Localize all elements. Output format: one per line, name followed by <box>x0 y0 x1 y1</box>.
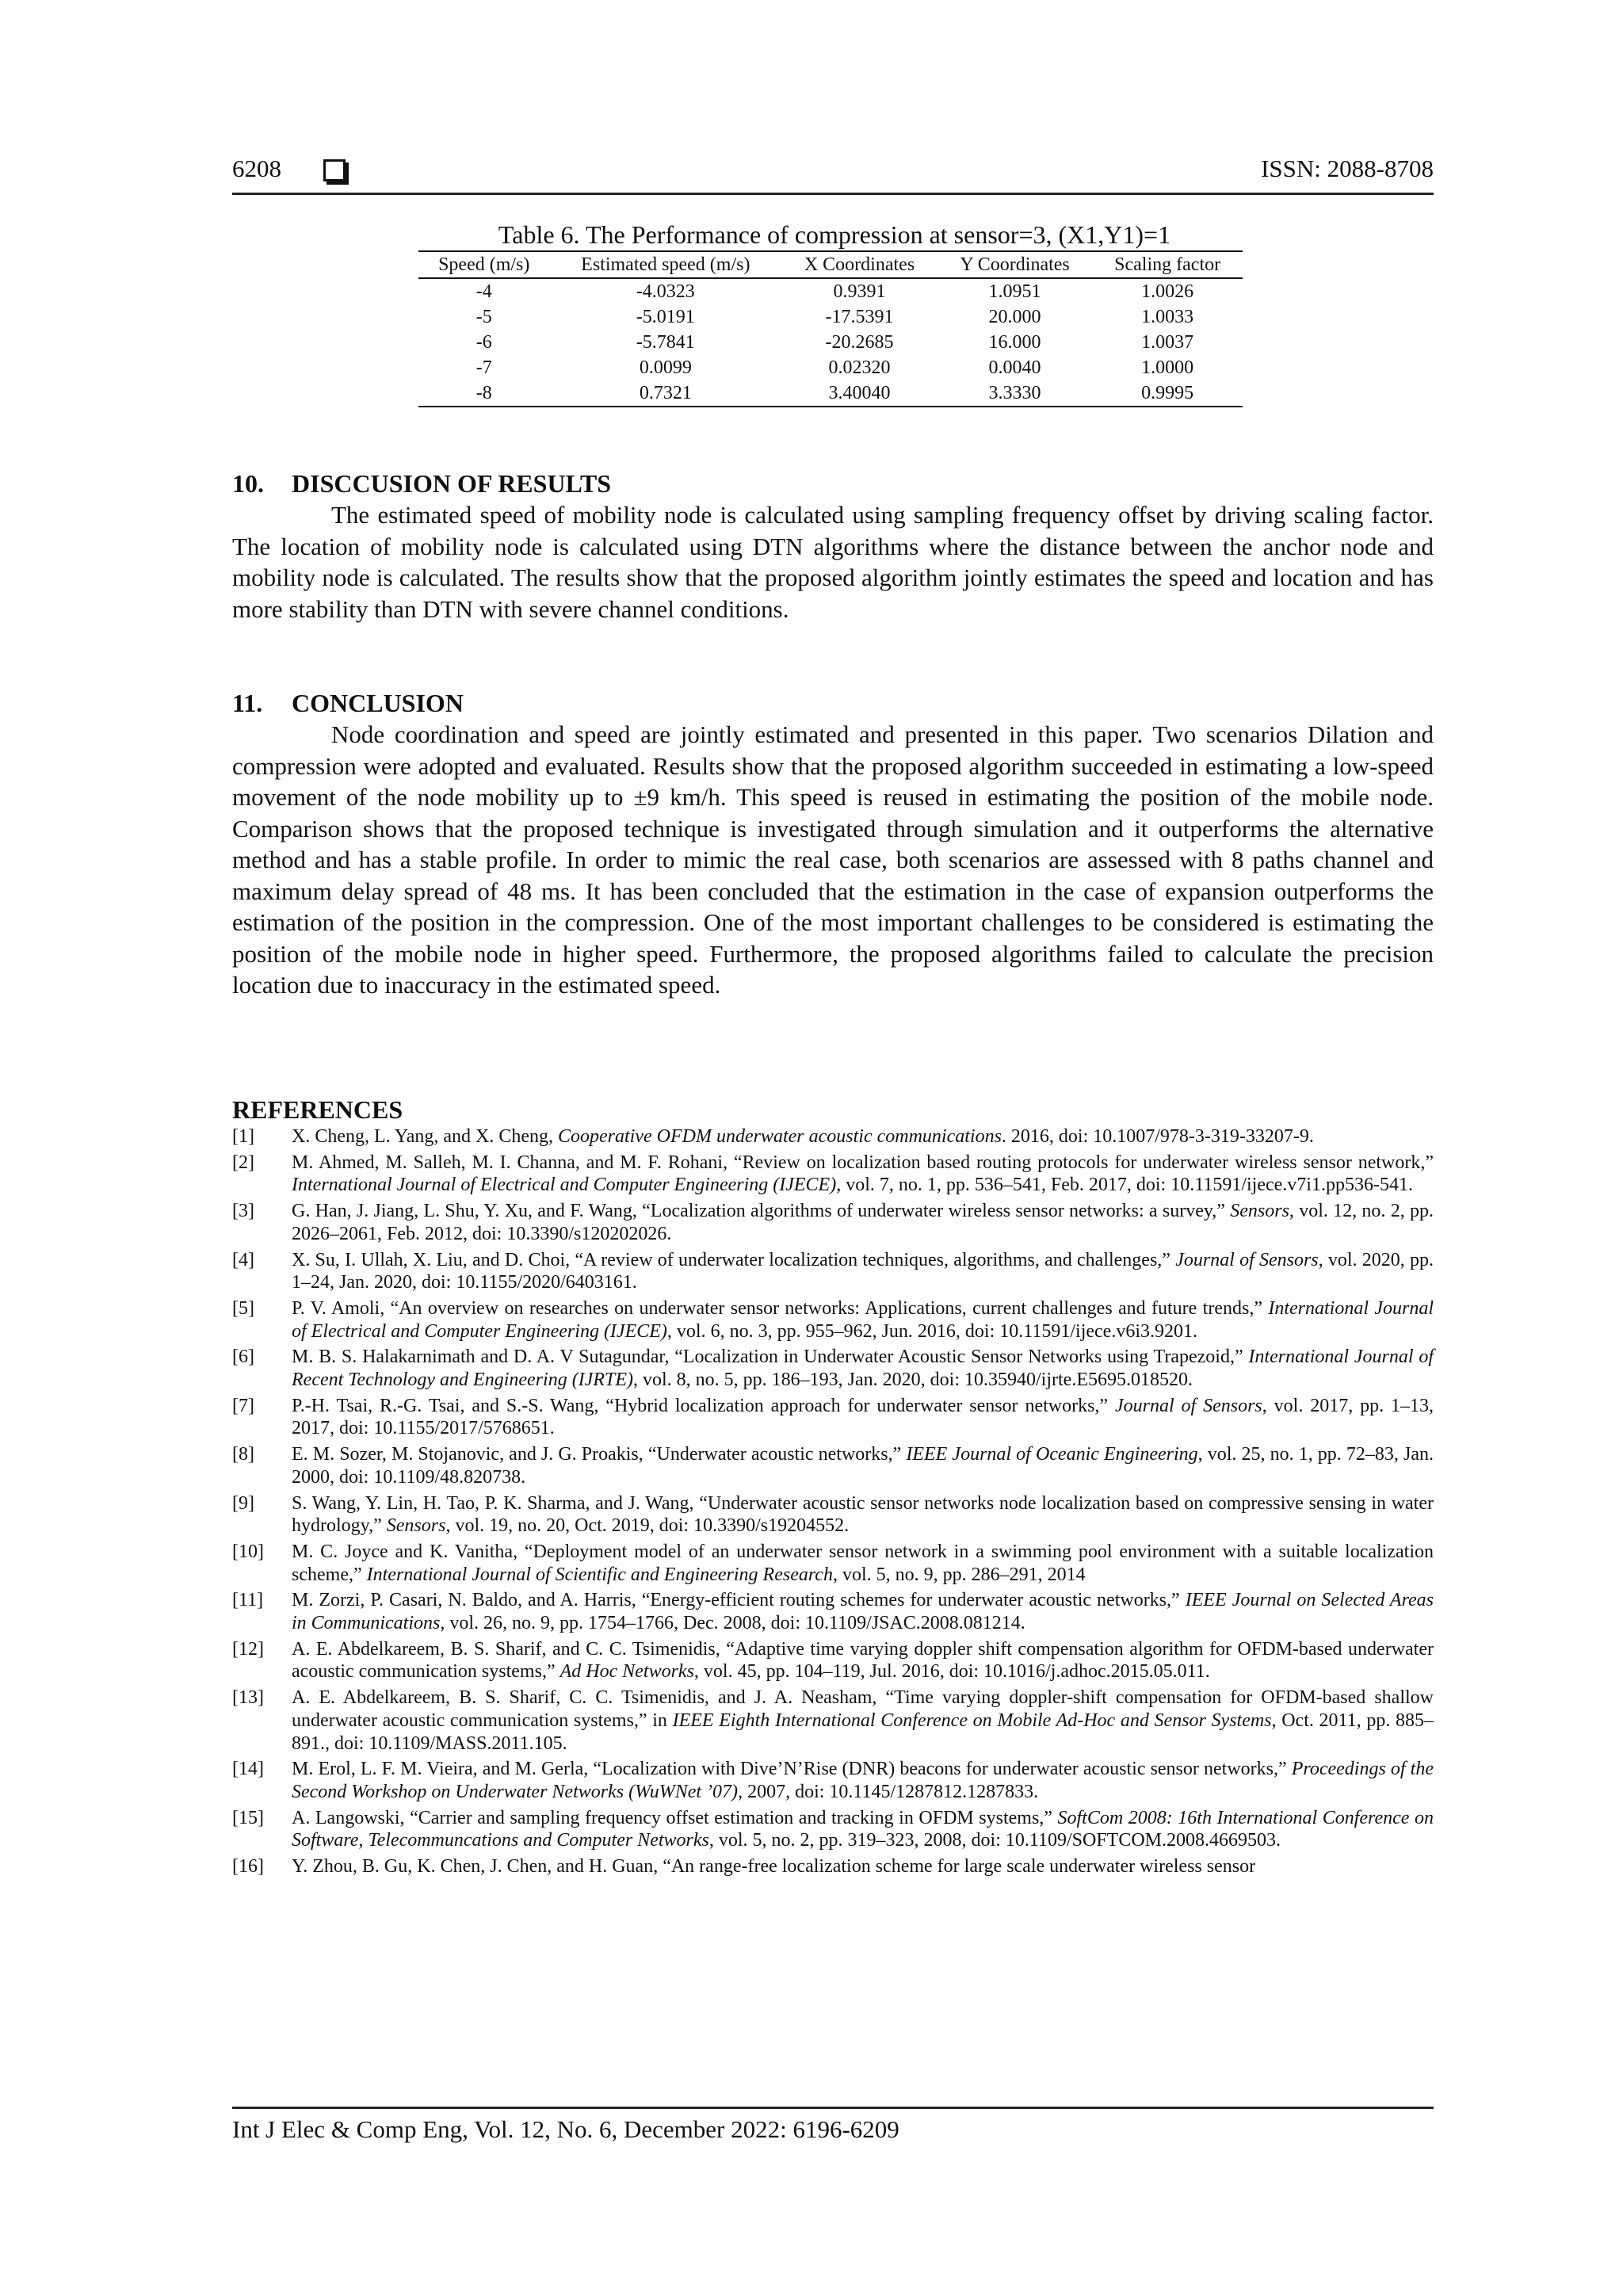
table-cell: -20.2685 <box>825 332 894 353</box>
reference-number: [14] <box>232 1759 264 1780</box>
table-cell: 0.7321 <box>549 380 781 407</box>
section-heading <box>232 468 1434 499</box>
reference-venue: IEEE Eighth International Conference on Mobile Ad-Hoc and Sensor Systems <box>672 1710 1272 1731</box>
reference-item <box>232 1758 1434 1803</box>
reference-item <box>232 1125 1434 1148</box>
table-cell: 1.0033 <box>1141 307 1194 327</box>
reference-text <box>292 1638 1434 1683</box>
discussion-section <box>232 468 1434 625</box>
reference-venue: Cooperative OFDM underwater acoustic communications <box>558 1126 1002 1147</box>
table-cell: -5.7841 <box>636 332 695 353</box>
table-row <box>418 278 1243 304</box>
reference-authors-title: X. Cheng, L. Yang, and X. Cheng, <box>292 1126 558 1147</box>
reference-venue: Sensors <box>386 1515 446 1537</box>
reference-item <box>232 1855 1434 1878</box>
reference-item <box>232 1807 1434 1852</box>
reference-number: [13] <box>232 1687 264 1709</box>
reference-text <box>292 1589 1434 1634</box>
column-header: Y Coordinates <box>938 251 1092 278</box>
reference-venue: Journal of Sensors <box>1114 1395 1262 1416</box>
table-cell: 1.0026 <box>1141 281 1194 302</box>
reference-number: [3] <box>232 1201 254 1222</box>
reference-venue: International Journal of Scientific and Engineering Research <box>366 1564 833 1585</box>
reference-details: , vol. 5, no. 2, pp. 319–323, 2008, doi: 10.1109/SOFTCOM.2008.4669503. <box>708 1830 1281 1851</box>
section-title: DISCCUSION OF RESULTS <box>292 469 612 498</box>
reference-authors-title: S. Wang, Y. Lin, H. Tao, P. K. Sharma, and J. Wang, “Underwater acoustic sensor networks node localization based on compressive sensing in water hydrology,” <box>292 1492 1434 1537</box>
table-cell: -4 <box>475 281 492 302</box>
reference-details: , vol. 8, no. 5, pp. 186–193, Jan. 2020, doi: 10.35940/ijrte.E5695.018520. <box>633 1370 1193 1391</box>
table-row <box>418 380 1243 407</box>
reference-venue: SoftCom 2008: 16th International Conference on Software, Telecommuncations and Computer Networks <box>292 1807 1434 1851</box>
reference-venue: Ad Hoc Networks <box>559 1661 694 1683</box>
reference-text <box>292 1297 1434 1343</box>
reference-number: [9] <box>232 1492 254 1514</box>
table-cell: 1.0037 <box>1141 332 1194 353</box>
reference-number: [10] <box>232 1541 264 1562</box>
column-header: Speed (m/s) <box>418 251 549 278</box>
reference-venue: IEEE Journal on Selected Areas in Communications <box>292 1590 1434 1634</box>
reference-authors-title: M. Erol, L. F. M. Vieira, and M. Gerla, “Localization with Dive’N’Rise (DNR) beacons for underwater acoustic sensor networks,” <box>292 1759 1292 1780</box>
table-caption: Table 6. The Performance of compression at sensor=3, (X1,Y1)=1 <box>498 220 1171 249</box>
reference-authors-title: M. C. Joyce and K. Vanitha, “Deployment model of an underwater sensor network in a swimming pool environment with a suitable localization scheme,” <box>292 1541 1434 1585</box>
reference-item <box>232 1443 1434 1488</box>
reference-details: , vol. 12, no. 2, pp. 2026–2061, Feb. 2012, doi: 10.3390/s120202026. <box>292 1201 1434 1244</box>
table-cell: 1.0951 <box>988 281 1041 302</box>
reference-authors-title: M. Ahmed, M. Salleh, M. I. Channa, and M. F. Rohani, “Review on localization based routing protocols for underwater wireless sensor network,” <box>292 1152 1434 1173</box>
table-cell: -17.5391 <box>825 307 894 327</box>
reference-text <box>292 1125 1434 1148</box>
table-cell: -8 <box>418 380 549 407</box>
footer-citation: Int J Elec & Comp Eng, Vol. 12, No. 6, December 2022: 6196-6209 <box>232 2115 899 2143</box>
reference-number: [15] <box>232 1807 264 1828</box>
column-header: Estimated speed (m/s) <box>549 251 781 278</box>
reference-details: . 2016, doi: 10.1007/978-3-319-33207-9. <box>1001 1126 1314 1147</box>
reference-item <box>232 1249 1434 1294</box>
reference-details: , 2007, doi: 10.1145/1287812.1287833. <box>738 1781 1039 1802</box>
reference-item <box>232 1152 1434 1197</box>
table-cell: -4.0323 <box>636 281 695 302</box>
table-cell: 3.40040 <box>781 380 938 407</box>
reference-details: , vol. 19, no. 20, Oct. 2019, doi: 10.3390/s19204552. <box>445 1515 850 1537</box>
reference-text <box>292 1855 1434 1878</box>
reference-number: [12] <box>232 1638 264 1660</box>
reference-text <box>292 1152 1434 1197</box>
section-heading <box>232 687 1434 719</box>
reference-list <box>232 1125 1434 1878</box>
reference-item <box>232 1541 1434 1586</box>
reference-text <box>292 1687 1434 1755</box>
reference-number: [1] <box>232 1126 254 1147</box>
table-row <box>418 304 1243 330</box>
reference-text <box>292 1443 1434 1488</box>
reference-text <box>292 1346 1434 1391</box>
page-number: 6208 <box>232 155 281 182</box>
section-number: 10. <box>232 469 264 498</box>
reference-details: , vol. 7, no. 1, pp. 536–541, Feb. 2017, doi: 10.11591/ijece.v7i1.pp536-541. <box>836 1175 1413 1196</box>
reference-details: , vol. 5, no. 9, pp. 286–291, 2014 <box>832 1564 1086 1585</box>
conclusion-paragraph: Node coordination and speed are jointly estimated and presented in this paper. Two scenarios Dilation and compression were adopted and evaluated. Results show that the proposed algorithm succeeded in estimating a low-speed movement of the node mobility up to ±9 km/h. This speed is reused in estimating the position of the mobile node. Comparison shows that the proposed technique is investigated through simulation and it outperforms the alternative method and has a stable profile. In order to mimic the real case, both scenarios are assessed with 8 paths channel and maximum delay spread of 48 ms. It has been concluded that the estimation in the case of expansion outperforms the estimation of the position in the compression. One of the most important challenges to be considered is estimating the position of the mobile node in higher speed. Furthermore, the proposed algorithms failed to calculate the precision location due to inaccuracy in the estimated speed. <box>232 720 1434 999</box>
reference-details: , vol. 6, no. 3, pp. 955–962, Jun. 2016, doi: 10.11591/ijece.v6i3.9201. <box>666 1320 1197 1342</box>
reference-number: [5] <box>232 1297 254 1319</box>
table-cell: 1.0000 <box>1141 357 1194 378</box>
reference-venue: International Journal of Recent Technology and Engineering (IJRTE) <box>292 1347 1434 1391</box>
reference-details: , vol. 25, no. 1, pp. 72–83, Jan. 2000, doi: 10.1109/48.820738. <box>292 1444 1434 1488</box>
reference-authors-title: E. M. Sozer, M. Stojanovic, and J. G. Proakis, “Underwater acoustic networks,” <box>292 1444 907 1465</box>
table-cell: 16.000 <box>988 332 1041 353</box>
reference-venue: IEEE Journal of Oceanic Engineering <box>906 1444 1198 1465</box>
reference-venue: Sensors <box>1230 1201 1289 1222</box>
reference-authors-title: M. Zorzi, P. Casari, N. Baldo, and A. Harris, “Energy-efficient routing schemes for underwater acoustic networks,” <box>292 1590 1186 1611</box>
reference-item <box>232 1297 1434 1343</box>
references-section <box>232 1094 1434 1881</box>
reference-authors-title: Y. Zhou, B. Gu, K. Chen, J. Chen, and H. Guan, “An range-free localization scheme for large scale underwater wireless sensor <box>292 1856 1256 1878</box>
reference-venue: International Journal of Electrical and Computer Engineering (IJECE) <box>292 1297 1434 1342</box>
table-cell: 0.0040 <box>988 357 1041 378</box>
reference-number: [8] <box>232 1444 254 1465</box>
discussion-paragraph: The estimated speed of mobility node is calculated using sampling frequency offset by driving scaling factor. The location of mobility node is calculated using DTN algorithms where the distance between the anchor node and mobility node is calculated. The results show that the proposed algorithm jointly estimates the speed and location and has more stability than DTN with severe channel conditions. <box>232 501 1434 623</box>
reference-venue: Journal of Sensors <box>1175 1249 1319 1270</box>
reference-details: , vol. 2020, pp. 1–24, Jan. 2020, doi: 10.1155/2020/6403161. <box>292 1249 1434 1293</box>
table-cell: -5.0191 <box>636 307 695 327</box>
reference-item <box>232 1395 1434 1440</box>
reference-text <box>292 1492 1434 1538</box>
reference-number: [6] <box>232 1347 254 1368</box>
table-cell: 3.3330 <box>938 380 1092 407</box>
reference-authors-title: M. B. S. Halakarnimath and D. A. V Sutagundar, “Localization in Underwater Acoustic Sensor Networks using Trapezoid,” <box>292 1347 1249 1368</box>
reference-number: [2] <box>232 1152 254 1173</box>
page-footer <box>232 2107 1434 2144</box>
table-cell: -5 <box>475 307 492 327</box>
reference-text <box>292 1807 1434 1852</box>
table-cell: 0.02320 <box>828 357 891 378</box>
reference-number: [4] <box>232 1249 254 1270</box>
reference-authors-title: P.-H. Tsai, R.-G. Tsai, and S.-S. Wang, “Hybrid localization approach for underwater sensor networks,” <box>292 1395 1115 1416</box>
reference-details: , vol. 26, no. 9, pp. 1754–1766, Dec. 2008, doi: 10.1109/JSAC.2008.081214. <box>440 1613 1025 1634</box>
section-title: CONCLUSION <box>292 689 464 717</box>
reference-authors-title: A. E. Abdelkareem, B. S. Sharif, and C. C. Tsimenidis, “Adaptive time varying doppler shift compensation algorithm for OFDM-based underwater acoustic communication systems,” <box>292 1638 1434 1683</box>
section-number: 11. <box>232 689 263 717</box>
reference-venue: International Journal of Electrical and Computer Engineering (IJECE) <box>292 1175 837 1196</box>
reference-item <box>232 1200 1434 1245</box>
reference-text <box>292 1758 1434 1803</box>
reference-item <box>232 1492 1434 1538</box>
reference-text <box>292 1395 1434 1440</box>
reference-venue: Proceedings of the Second Workshop on Underwater Networks (WuWNet ’07) <box>292 1759 1434 1802</box>
table-row <box>418 330 1243 355</box>
reference-details: , vol. 2017, pp. 1–13, 2017, doi: 10.1155/2017/5768651. <box>292 1395 1434 1439</box>
performance-table <box>418 250 1243 407</box>
reference-details: , Oct. 2011, pp. 885–891., doi: 10.1109/MASS.2011.105. <box>292 1710 1434 1754</box>
reference-item <box>232 1687 1434 1755</box>
reference-authors-title: X. Su, I. Ullah, X. Liu, and D. Choi, “A review of underwater localization techniques, algorithms, and challenges,” <box>292 1249 1176 1270</box>
reference-number: [16] <box>232 1856 264 1878</box>
performance-table-block <box>418 219 1243 407</box>
table-cell: -6 <box>475 332 492 353</box>
page-header <box>232 155 1434 195</box>
table-cell: 0.9391 <box>833 281 886 302</box>
column-header: Scaling factor <box>1092 251 1243 278</box>
issn: ISSN: 2088-8708 <box>1261 155 1434 182</box>
table-cell: 0.0099 <box>639 357 692 378</box>
reference-item <box>232 1638 1434 1683</box>
conclusion-section <box>232 687 1434 1001</box>
reference-number: [7] <box>232 1395 254 1416</box>
table-cell: -7 <box>475 357 492 378</box>
reference-authors-title: A. Langowski, “Carrier and sampling frequency offset estimation and tracking in OFDM systems,” <box>292 1807 1058 1828</box>
reference-text <box>292 1541 1434 1586</box>
square-box-icon <box>323 159 346 181</box>
table-cell: 0.9995 <box>1092 380 1243 407</box>
reference-details: , vol. 45, pp. 104–119, Jul. 2016, doi: 10.1016/j.adhoc.2015.05.011. <box>693 1661 1210 1683</box>
reference-text <box>292 1200 1434 1245</box>
table-row <box>418 355 1243 380</box>
reference-authors-title: G. Han, J. Jiang, L. Shu, Y. Xu, and F. Wang, “Localization algorithms of underwater wireless sensor networks: a survey,” <box>292 1201 1231 1222</box>
reference-authors-title: A. E. Abdelkareem, B. S. Sharif, C. C. Tsimenidis, and J. A. Neasham, “Time varying doppler-shift compensation for OFDM-based shallow underwater acoustic communication systems,” in <box>292 1687 1434 1731</box>
column-header: X Coordinates <box>781 251 938 278</box>
references-heading: REFERENCES <box>232 1095 403 1124</box>
reference-text <box>292 1249 1434 1294</box>
reference-item <box>232 1346 1434 1391</box>
reference-number: [11] <box>232 1590 264 1611</box>
table-cell: 20.000 <box>988 307 1041 327</box>
table-header-row <box>418 251 1243 278</box>
reference-authors-title: P. V. Amoli, “An overview on researches on underwater sensor networks: Applications, current challenges and future trends,” <box>292 1297 1269 1319</box>
reference-item <box>232 1589 1434 1634</box>
